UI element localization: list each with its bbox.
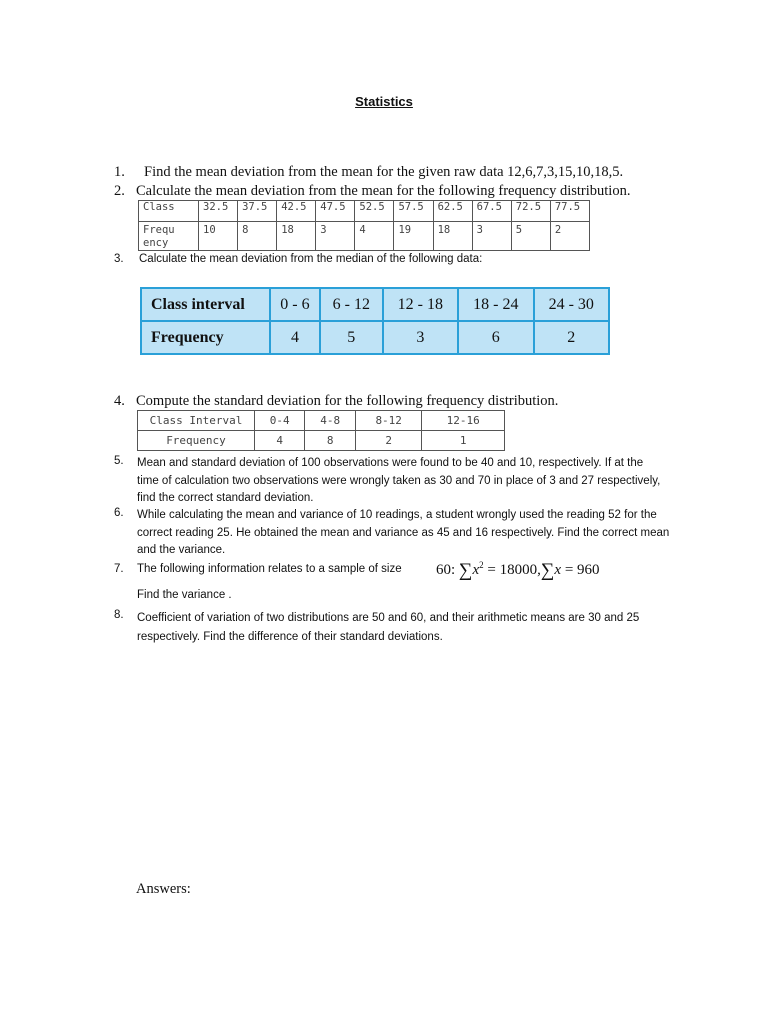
table-row — [139, 222, 590, 251]
table-cell: 10 — [199, 222, 238, 251]
table-row — [138, 431, 505, 451]
question-3-text: Calculate the mean deviation from the median of the following data: — [139, 253, 483, 265]
table-row — [141, 288, 609, 321]
table-cell: 4 — [355, 222, 394, 251]
question-5-number: 5. — [114, 455, 124, 467]
table-cell: 72.5 — [511, 201, 550, 222]
table-cell: 18 — [277, 222, 316, 251]
table-cell: 0-4 — [255, 411, 305, 431]
sum-of-values: 960 — [577, 562, 600, 578]
table-cell: Frequ ency — [139, 222, 199, 251]
question-4-text: Compute the standard deviation for the following frequency distribution. — [136, 393, 559, 409]
question-7-line-2: Find the variance . — [137, 589, 232, 601]
summation-symbol: ∑ — [458, 560, 473, 581]
table-cell: 18 — [433, 222, 472, 251]
table-cell: 1 — [422, 431, 505, 451]
table-cell: 8-12 — [355, 411, 422, 431]
table-cell: 4 — [270, 321, 320, 354]
question-8-text: Coefficient of variation of two distributions are 50 and 60, and their arithmetic means are 30 and 25 respectively. Find the difference of their standard deviations. — [137, 612, 640, 643]
table-cell: 4-8 — [305, 411, 355, 431]
table-cell: 77.5 — [550, 201, 589, 222]
sample-formula: 60: $\sum x^2 = 18000,\sum x = 960$ — [436, 560, 600, 581]
table-cell: 8 — [305, 431, 355, 451]
question-1-text: Find the mean deviation from the mean for the given raw data 12,6,7,3,15,10,18,5. — [144, 164, 624, 180]
question-2-number: 2. — [114, 183, 125, 199]
table-cell: 0 - 6 — [270, 288, 320, 321]
sample-size: 60 — [436, 562, 451, 578]
table-cell: 3 — [316, 222, 355, 251]
question-7-number: 7. — [114, 563, 124, 575]
class-interval-table-q3 — [140, 287, 610, 355]
table-cell: 5 — [511, 222, 550, 251]
table-cell: 19 — [394, 222, 433, 251]
table-cell: 62.5 — [433, 201, 472, 222]
table-cell: 2 — [355, 431, 422, 451]
question-3-number: 3. — [114, 253, 124, 265]
table-cell: Class Interval — [138, 411, 255, 431]
question-2-text: Calculate the mean deviation from the mean for the following frequency distribution. — [136, 183, 631, 199]
question-1-number: 1. — [114, 164, 125, 180]
sum-of-squares: 18000 — [499, 562, 538, 578]
table-cell: 42.5 — [277, 201, 316, 222]
table-cell: 12 - 18 — [383, 288, 458, 321]
question-4-number: 4. — [114, 393, 125, 409]
table-cell: 52.5 — [355, 201, 394, 222]
question-7-text: The following information relates to a sample of size — [137, 563, 402, 575]
table-cell: 32.5 — [199, 201, 238, 222]
table-cell: 3 — [472, 222, 511, 251]
frequency-table-q4 — [137, 410, 505, 451]
table-cell: Frequency — [141, 321, 270, 354]
table-cell: 4 — [255, 431, 305, 451]
page-title: Statistics — [355, 94, 413, 109]
table-cell: 8 — [238, 222, 277, 251]
table-cell: 37.5 — [238, 201, 277, 222]
table-row — [138, 411, 505, 431]
table-cell: 57.5 — [394, 201, 433, 222]
question-6-text: While calculating the mean and variance of 10 readings, a student wrongly used the reading 52 for the correct reading 25. He obtained the mean and variance as 45 and 16 respectively. Find the correct mean and the variance. — [137, 509, 670, 556]
table-row — [141, 321, 609, 354]
table-cell: Class — [139, 201, 199, 222]
question-8-number: 8. — [114, 609, 124, 621]
question-6-number: 6. — [114, 507, 124, 519]
table-cell: 6 - 12 — [320, 288, 383, 321]
table-cell: 47.5 — [316, 201, 355, 222]
table-cell: 2 — [534, 321, 610, 354]
table-cell: 2 — [550, 222, 589, 251]
table-cell: Class interval — [141, 288, 270, 321]
table-cell: 3 — [383, 321, 458, 354]
table-cell: 67.5 — [472, 201, 511, 222]
question-5-text: Mean and standard deviation of 100 observations were found to be 40 and 10, respectively. If at the time of calculation two observations were wrongly taken as 30 and 70 in place of 3 and 27 respectively, find the correct standard deviation. — [137, 457, 661, 504]
answers-heading: Answers: — [136, 881, 191, 897]
summation-symbol: ∑ — [540, 560, 555, 581]
table-cell: 24 - 30 — [534, 288, 610, 321]
table-cell: 12-16 — [422, 411, 505, 431]
table-cell: Frequency — [138, 431, 255, 451]
table-cell: 18 - 24 — [458, 288, 533, 321]
table-row — [139, 201, 590, 222]
frequency-table-q2 — [138, 200, 590, 251]
table-cell: 5 — [320, 321, 383, 354]
table-cell: 6 — [458, 321, 533, 354]
